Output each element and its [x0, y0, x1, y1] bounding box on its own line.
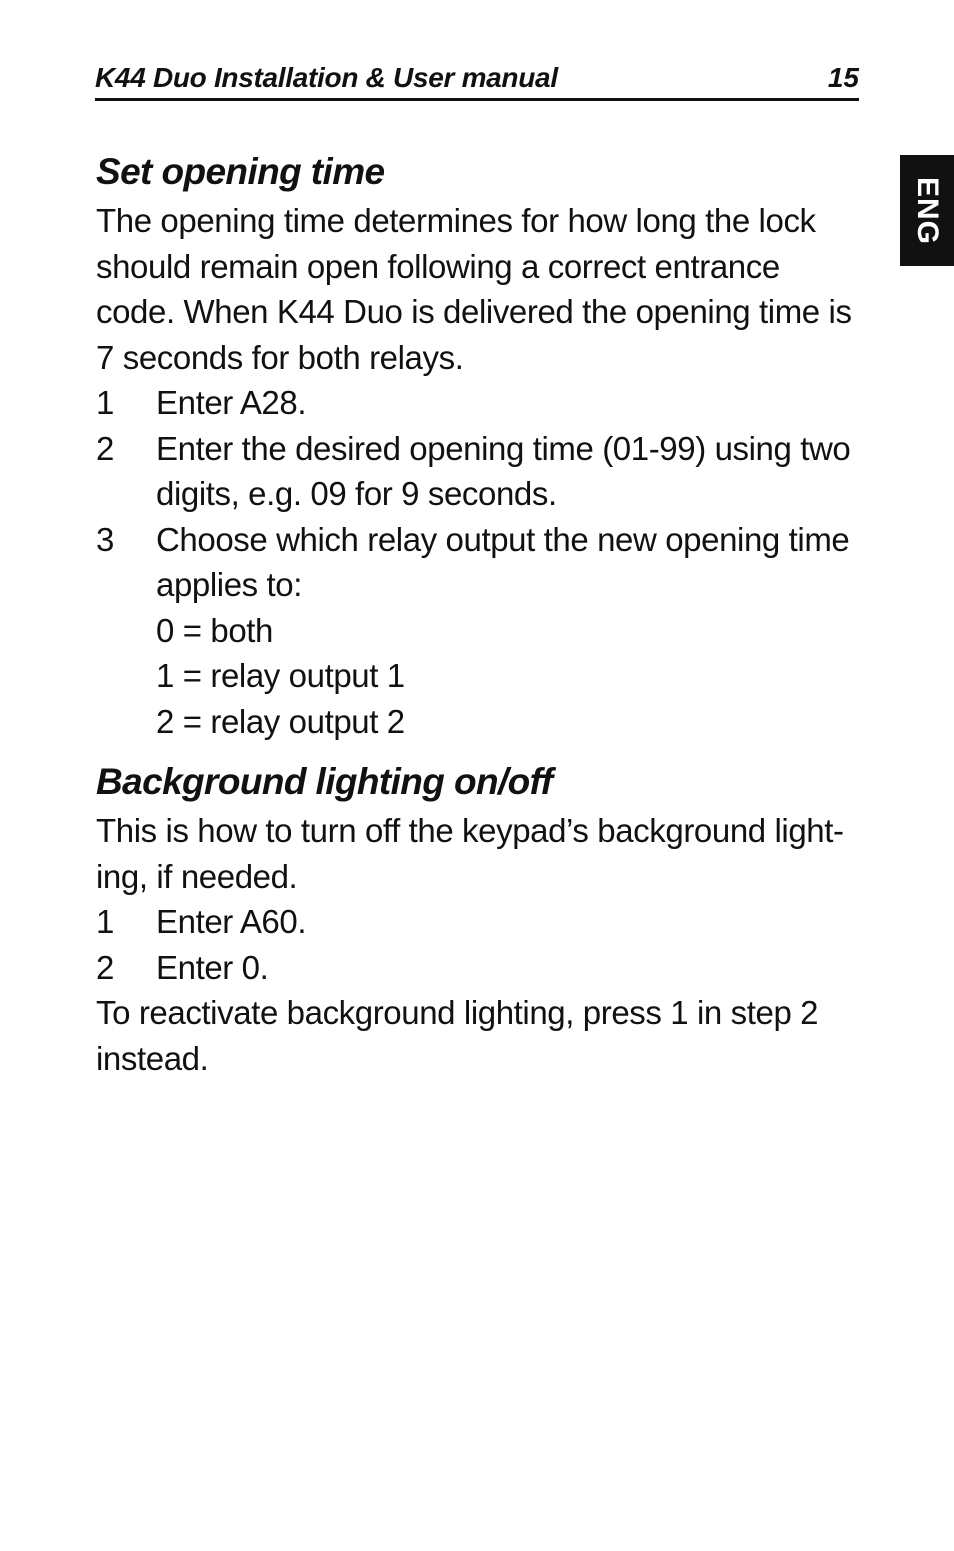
opening-time-intro: The opening time determines for how long the lock should remain open following a correct entrance code. When K44 Duo is delivered the opening time is 7 seconds for both relays.	[96, 202, 852, 376]
page-content	[96, 146, 866, 1081]
relay-option: 0 = both	[156, 611, 273, 649]
background-lighting-outro: To reactivate background lighting, press 1 in step 2 instead.	[96, 994, 819, 1077]
step-number: 2	[96, 429, 114, 467]
list-item	[96, 899, 866, 945]
relay-option: 2 = relay output 2	[156, 702, 405, 740]
relay-option: 1 = relay output 1	[156, 657, 405, 694]
list-item	[96, 517, 866, 608]
list-item	[96, 426, 866, 517]
list-item	[96, 945, 866, 991]
section-heading-opening-time: Set opening time	[96, 151, 385, 192]
step-number: 1	[96, 384, 114, 421]
step-number: 1	[96, 903, 114, 940]
list-item	[96, 380, 866, 426]
step-text: Enter A28.	[156, 384, 307, 421]
page-header	[95, 58, 859, 101]
step-text: Enter the desired opening time (01-99) using two digits, e.g. 09 for 9 seconds.	[156, 429, 851, 512]
page-number: 15	[827, 62, 859, 93]
step-text: Enter A60.	[156, 903, 307, 940]
background-lighting-intro: This is how to turn off the keypad’s background light-ing, if needed.	[96, 812, 844, 895]
step-number: 2	[96, 948, 114, 986]
section-heading-background-lighting: Background lighting on/off	[96, 761, 553, 802]
language-tab-label: ENG	[911, 176, 944, 245]
manual-title: K44 Duo Installation & User manual	[95, 62, 558, 93]
step-text: Enter 0.	[156, 948, 269, 986]
step-number: 3	[96, 520, 114, 558]
language-tab	[900, 155, 954, 266]
step-text: Choose which relay output the new opening time applies to:	[156, 520, 850, 603]
